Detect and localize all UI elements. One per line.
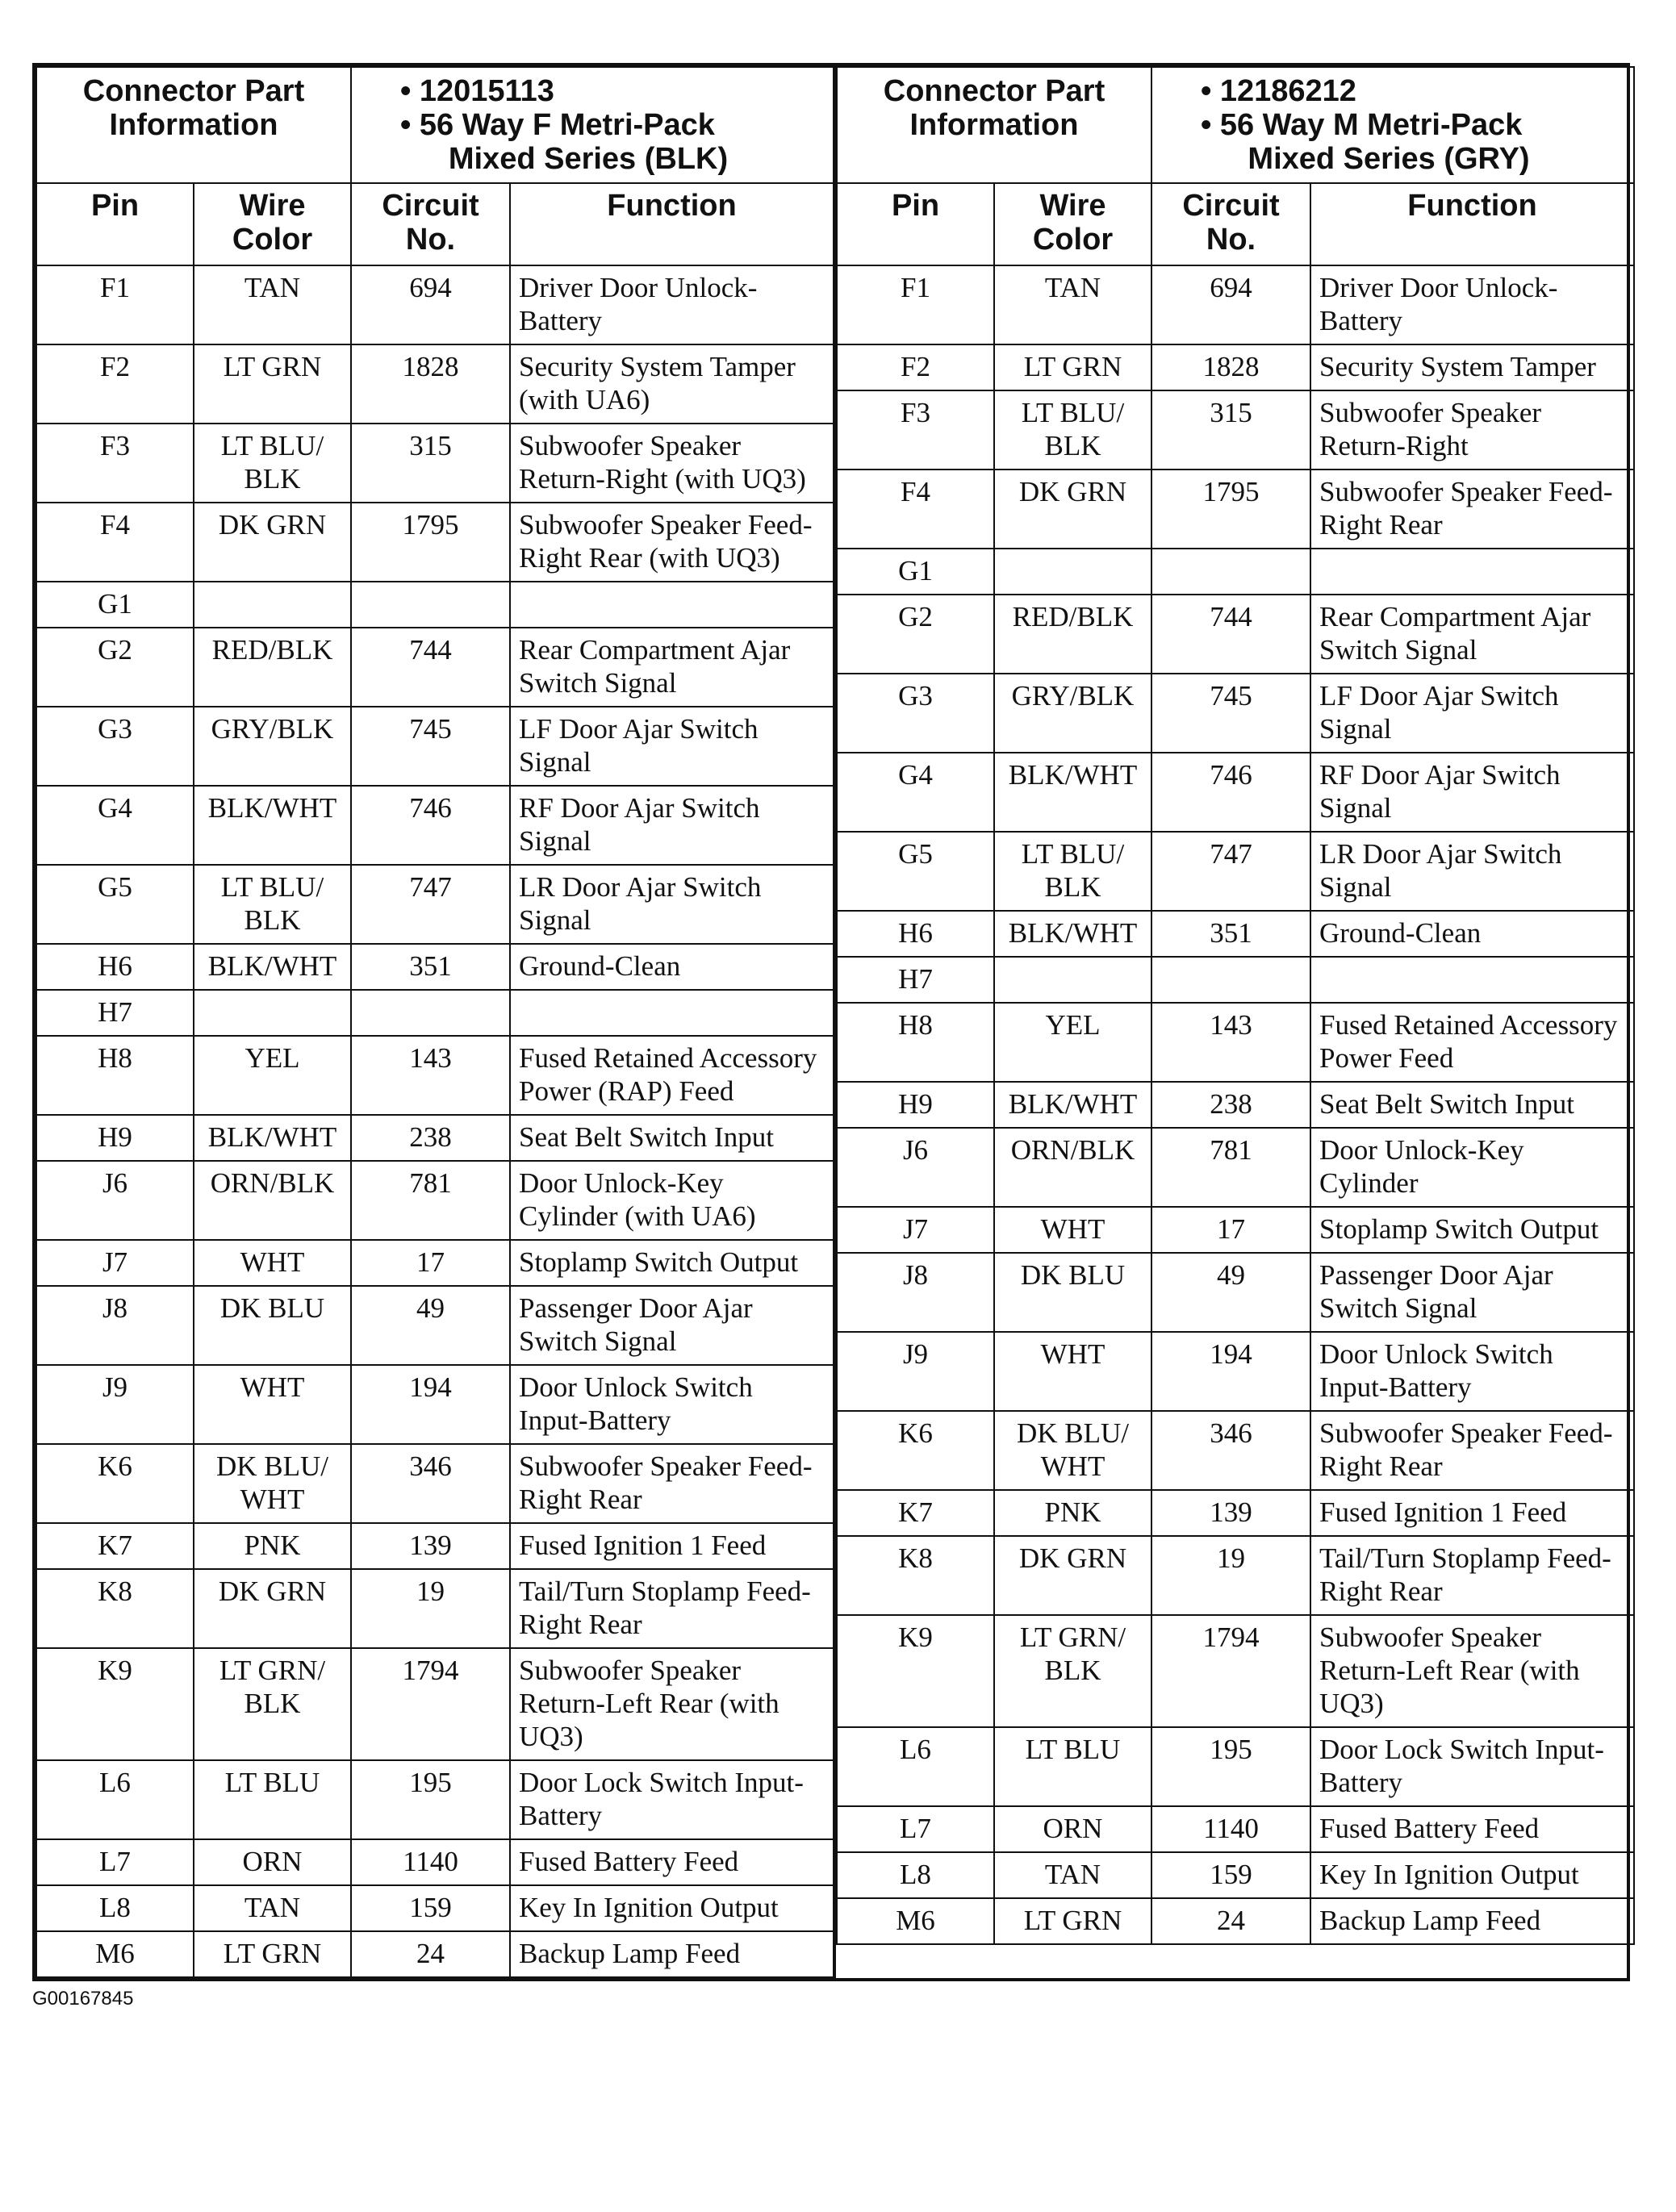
pin-cell: H7 bbox=[837, 957, 994, 1003]
wire-color-cell: BLK/WHT bbox=[194, 786, 351, 865]
wire-color-cell: LT BLU bbox=[994, 1727, 1151, 1806]
table-row bbox=[36, 990, 834, 1036]
function-cell: Fused Ignition 1 Feed bbox=[1310, 1490, 1634, 1536]
table-row bbox=[36, 1240, 834, 1286]
connector-type: • 56 Way F Metri-Pack bbox=[400, 108, 715, 142]
function-cell: RF Door Ajar Switch Signal bbox=[1310, 753, 1634, 832]
circuit-cell: 159 bbox=[351, 1885, 510, 1931]
table-row bbox=[837, 1852, 1634, 1898]
circuit-cell: 781 bbox=[1151, 1128, 1310, 1207]
table-row bbox=[36, 503, 834, 582]
connector-part-info bbox=[1151, 67, 1634, 183]
function-cell: Door Unlock-Key Cylinder (with UA6) bbox=[510, 1161, 834, 1240]
table-row bbox=[36, 1931, 834, 1977]
table-row bbox=[36, 1760, 834, 1839]
wire-color-cell: ORN/BLK bbox=[994, 1128, 1151, 1207]
col-wire-color-header: Wire Color bbox=[194, 183, 351, 265]
pin-cell: J6 bbox=[36, 1161, 194, 1240]
circuit-cell: 195 bbox=[351, 1760, 510, 1839]
pin-cell: H7 bbox=[36, 990, 194, 1036]
left-table-body bbox=[36, 265, 834, 1977]
wire-color-cell: BLK/WHT bbox=[194, 1115, 351, 1161]
table-row bbox=[36, 944, 834, 990]
wire-color-cell: DK BLU bbox=[994, 1253, 1151, 1332]
function-cell: Subwoofer Speaker Feed-Right Rear (with UQ3) bbox=[510, 503, 834, 582]
table-row bbox=[36, 1036, 834, 1115]
function-cell: Subwoofer Speaker Feed-Right Rear bbox=[1310, 470, 1634, 549]
pin-cell: F4 bbox=[36, 503, 194, 582]
wire-color-cell: DK BLU/ WHT bbox=[994, 1411, 1151, 1490]
wire-color-cell: LT BLU/ BLK bbox=[994, 390, 1151, 470]
connector-info-label: Connector Part Information bbox=[36, 67, 351, 183]
function-cell: Subwoofer Speaker Return-Left Rear (with UQ3) bbox=[1310, 1615, 1634, 1727]
table-row bbox=[36, 1648, 834, 1760]
circuit-cell: 143 bbox=[1151, 1003, 1310, 1082]
part-number: • 12186212 bbox=[1201, 74, 1356, 108]
wire-color-cell bbox=[194, 582, 351, 628]
connector-part-info bbox=[351, 67, 834, 183]
circuit-cell: 19 bbox=[1151, 1536, 1310, 1615]
connector-info-row bbox=[837, 67, 1634, 183]
function-cell bbox=[1310, 957, 1634, 1003]
wire-color-cell bbox=[994, 957, 1151, 1003]
table-row bbox=[36, 1161, 834, 1240]
circuit-cell: 1828 bbox=[1151, 344, 1310, 390]
pin-cell: L8 bbox=[36, 1885, 194, 1931]
wire-color-cell: RED/BLK bbox=[194, 628, 351, 707]
circuit-cell: 24 bbox=[1151, 1898, 1310, 1944]
function-cell: Fused Retained Accessory Power Feed bbox=[1310, 1003, 1634, 1082]
pin-cell: J7 bbox=[36, 1240, 194, 1286]
pin-cell: K9 bbox=[837, 1615, 994, 1727]
circuit-cell: 315 bbox=[351, 424, 510, 503]
circuit-cell: 744 bbox=[1151, 595, 1310, 674]
wire-color-cell: LT GRN bbox=[194, 344, 351, 424]
function-cell: Key In Ignition Output bbox=[1310, 1852, 1634, 1898]
function-cell: Door Unlock Switch Input-Battery bbox=[510, 1365, 834, 1444]
pin-cell: F4 bbox=[837, 470, 994, 549]
table-row bbox=[36, 1839, 834, 1885]
function-cell: RF Door Ajar Switch Signal bbox=[510, 786, 834, 865]
wire-color-cell: DK GRN bbox=[194, 1569, 351, 1648]
wire-color-cell bbox=[994, 549, 1151, 595]
table-row bbox=[837, 832, 1634, 911]
pin-cell: H6 bbox=[36, 944, 194, 990]
col-pin-header: Pin bbox=[36, 183, 194, 265]
circuit-cell: 194 bbox=[1151, 1332, 1310, 1411]
part-number: • 12015113 bbox=[400, 74, 554, 108]
circuit-cell: 1794 bbox=[351, 1648, 510, 1760]
pin-cell: J9 bbox=[837, 1332, 994, 1411]
pin-cell: J8 bbox=[837, 1253, 994, 1332]
circuit-cell: 19 bbox=[351, 1569, 510, 1648]
table-row bbox=[837, 1253, 1634, 1332]
function-cell: Passenger Door Ajar Switch Signal bbox=[510, 1286, 834, 1365]
col-wire-color-header: Wire Color bbox=[994, 183, 1151, 265]
col-pin-header: Pin bbox=[837, 183, 994, 265]
function-cell: Seat Belt Switch Input bbox=[510, 1115, 834, 1161]
table-row bbox=[36, 707, 834, 786]
connector-info-label: Connector Part Information bbox=[837, 67, 1151, 183]
wire-color-cell: DK BLU/ WHT bbox=[194, 1444, 351, 1523]
wire-color-cell: LT BLU/ BLK bbox=[994, 832, 1151, 911]
function-cell: Fused Battery Feed bbox=[1310, 1806, 1634, 1852]
wire-color-cell: TAN bbox=[194, 265, 351, 344]
table-row bbox=[36, 1115, 834, 1161]
function-cell: Key In Ignition Output bbox=[510, 1885, 834, 1931]
pin-cell: G2 bbox=[837, 595, 994, 674]
table-row bbox=[36, 344, 834, 424]
table-row bbox=[837, 1898, 1634, 1944]
table-row bbox=[837, 1207, 1634, 1253]
pin-cell: L6 bbox=[36, 1760, 194, 1839]
table-row bbox=[36, 1523, 834, 1569]
circuit-cell: 351 bbox=[351, 944, 510, 990]
function-cell: Door Lock Switch Input-Battery bbox=[1310, 1727, 1634, 1806]
wire-color-cell: WHT bbox=[194, 1240, 351, 1286]
pin-cell: F3 bbox=[36, 424, 194, 503]
function-cell: Door Unlock-Key Cylinder bbox=[1310, 1128, 1634, 1207]
circuit-cell: 1795 bbox=[351, 503, 510, 582]
pin-cell: L7 bbox=[36, 1839, 194, 1885]
wire-color-cell: WHT bbox=[194, 1365, 351, 1444]
wire-color-cell: DK BLU bbox=[194, 1286, 351, 1365]
pin-cell: H8 bbox=[36, 1036, 194, 1115]
circuit-cell: 49 bbox=[351, 1286, 510, 1365]
function-cell: Backup Lamp Feed bbox=[1310, 1898, 1634, 1944]
function-cell: Subwoofer Speaker Feed-Right Rear bbox=[510, 1444, 834, 1523]
wire-color-cell: PNK bbox=[194, 1523, 351, 1569]
circuit-cell: 746 bbox=[351, 786, 510, 865]
wire-color-cell: LT GRN bbox=[994, 344, 1151, 390]
connector-document bbox=[32, 63, 1630, 2010]
function-cell: Fused Ignition 1 Feed bbox=[510, 1523, 834, 1569]
table-row bbox=[837, 957, 1634, 1003]
circuit-cell: 143 bbox=[351, 1036, 510, 1115]
pin-cell: G4 bbox=[36, 786, 194, 865]
circuit-cell: 24 bbox=[351, 1931, 510, 1977]
wire-color-cell: LT GRN/ BLK bbox=[994, 1615, 1151, 1727]
pin-cell: H6 bbox=[837, 911, 994, 957]
table-row bbox=[36, 1444, 834, 1523]
column-header-row bbox=[837, 183, 1634, 265]
function-cell bbox=[1310, 549, 1634, 595]
circuit-cell: 49 bbox=[1151, 1253, 1310, 1332]
wire-color-cell: DK GRN bbox=[994, 1536, 1151, 1615]
circuit-cell: 745 bbox=[351, 707, 510, 786]
table-row bbox=[36, 1286, 834, 1365]
circuit-cell: 159 bbox=[1151, 1852, 1310, 1898]
table-row bbox=[837, 1615, 1634, 1727]
circuit-cell bbox=[1151, 549, 1310, 595]
wire-color-cell: GRY/BLK bbox=[194, 707, 351, 786]
function-cell: LR Door Ajar Switch Signal bbox=[510, 865, 834, 944]
table-row bbox=[36, 1569, 834, 1648]
circuit-cell: 744 bbox=[351, 628, 510, 707]
table-row bbox=[837, 1003, 1634, 1082]
circuit-cell: 351 bbox=[1151, 911, 1310, 957]
function-cell: Door Unlock Switch Input-Battery bbox=[1310, 1332, 1634, 1411]
pin-cell: H9 bbox=[837, 1082, 994, 1128]
table-row bbox=[36, 786, 834, 865]
circuit-cell: 17 bbox=[351, 1240, 510, 1286]
function-cell: Door Lock Switch Input-Battery bbox=[510, 1760, 834, 1839]
table-row bbox=[36, 1885, 834, 1931]
pin-cell: L8 bbox=[837, 1852, 994, 1898]
function-cell: Ground-Clean bbox=[1310, 911, 1634, 957]
two-connector-layout bbox=[32, 63, 1630, 1981]
connector-type: • 56 Way M Metri-Pack bbox=[1201, 108, 1523, 142]
table-row bbox=[36, 265, 834, 344]
pin-cell: G5 bbox=[837, 832, 994, 911]
connector-left-table bbox=[36, 66, 834, 1978]
circuit-cell: 1828 bbox=[351, 344, 510, 424]
function-cell: Rear Compartment Ajar Switch Signal bbox=[510, 628, 834, 707]
connector-right-section bbox=[833, 66, 1633, 1978]
circuit-cell: 747 bbox=[1151, 832, 1310, 911]
wire-color-cell: GRY/BLK bbox=[994, 674, 1151, 753]
table-row bbox=[837, 595, 1634, 674]
table-row bbox=[837, 470, 1634, 549]
circuit-cell: 694 bbox=[1151, 265, 1310, 344]
circuit-cell: 1140 bbox=[1151, 1806, 1310, 1852]
pin-cell: J6 bbox=[837, 1128, 994, 1207]
circuit-cell: 1795 bbox=[1151, 470, 1310, 549]
table-row bbox=[837, 911, 1634, 957]
pin-cell: H9 bbox=[36, 1115, 194, 1161]
circuit-cell: 745 bbox=[1151, 674, 1310, 753]
wire-color-cell: DK GRN bbox=[994, 470, 1151, 549]
figure-code: G00167845 bbox=[32, 1988, 134, 2010]
circuit-cell: 346 bbox=[1151, 1411, 1310, 1490]
circuit-cell: 238 bbox=[1151, 1082, 1310, 1128]
wire-color-cell: BLK/WHT bbox=[994, 753, 1151, 832]
function-cell: LF Door Ajar Switch Signal bbox=[1310, 674, 1634, 753]
pin-cell: J7 bbox=[837, 1207, 994, 1253]
wire-color-cell: YEL bbox=[994, 1003, 1151, 1082]
wire-color-cell: WHT bbox=[994, 1332, 1151, 1411]
pin-cell: F1 bbox=[837, 265, 994, 344]
wire-color-cell: BLK/WHT bbox=[994, 911, 1151, 957]
connector-left-section bbox=[36, 66, 833, 1978]
function-cell: Tail/Turn Stoplamp Feed-Right Rear bbox=[1310, 1536, 1634, 1615]
wire-color-cell: LT BLU bbox=[194, 1760, 351, 1839]
pin-cell: L7 bbox=[837, 1806, 994, 1852]
circuit-cell: 315 bbox=[1151, 390, 1310, 470]
pin-cell: G3 bbox=[36, 707, 194, 786]
table-row bbox=[837, 1490, 1634, 1536]
connector-right-table bbox=[836, 66, 1635, 1945]
function-cell: Fused Battery Feed bbox=[510, 1839, 834, 1885]
col-function-header: Function bbox=[510, 183, 834, 265]
pin-cell: M6 bbox=[36, 1931, 194, 1977]
function-cell: Passenger Door Ajar Switch Signal bbox=[1310, 1253, 1634, 1332]
pin-cell: G1 bbox=[837, 549, 994, 595]
pin-cell: K7 bbox=[36, 1523, 194, 1569]
table-row bbox=[36, 865, 834, 944]
pin-cell: K8 bbox=[837, 1536, 994, 1615]
circuit-cell: 346 bbox=[351, 1444, 510, 1523]
circuit-cell: 746 bbox=[1151, 753, 1310, 832]
wire-color-cell: TAN bbox=[194, 1885, 351, 1931]
pin-cell: L6 bbox=[837, 1727, 994, 1806]
pin-cell: G3 bbox=[837, 674, 994, 753]
circuit-cell: 194 bbox=[351, 1365, 510, 1444]
connector-info-row bbox=[36, 67, 834, 183]
pin-cell: K9 bbox=[36, 1648, 194, 1760]
connector-pinout-table bbox=[32, 63, 1630, 1981]
table-row bbox=[837, 1411, 1634, 1490]
function-cell: Subwoofer Speaker Return-Right bbox=[1310, 390, 1634, 470]
pin-cell: G4 bbox=[837, 753, 994, 832]
connector-series: Mixed Series (BLK) bbox=[448, 142, 729, 176]
table-row bbox=[36, 1365, 834, 1444]
wire-color-cell: BLK/WHT bbox=[194, 944, 351, 990]
function-cell: Security System Tamper bbox=[1310, 344, 1634, 390]
table-row bbox=[36, 424, 834, 503]
wire-color-cell: TAN bbox=[994, 265, 1151, 344]
function-cell: Backup Lamp Feed bbox=[510, 1931, 834, 1977]
pin-cell: F2 bbox=[837, 344, 994, 390]
circuit-cell: 139 bbox=[1151, 1490, 1310, 1536]
function-cell: Seat Belt Switch Input bbox=[1310, 1082, 1634, 1128]
right-table-body bbox=[837, 265, 1634, 1944]
table-row bbox=[837, 390, 1634, 470]
circuit-cell: 781 bbox=[351, 1161, 510, 1240]
wire-color-cell: DK GRN bbox=[194, 503, 351, 582]
circuit-cell bbox=[351, 990, 510, 1036]
circuit-cell bbox=[351, 582, 510, 628]
pin-cell: H8 bbox=[837, 1003, 994, 1082]
circuit-cell: 1140 bbox=[351, 1839, 510, 1885]
wire-color-cell: LT GRN bbox=[194, 1931, 351, 1977]
wire-color-cell bbox=[194, 990, 351, 1036]
pin-cell: J9 bbox=[36, 1365, 194, 1444]
wire-color-cell: ORN bbox=[194, 1839, 351, 1885]
pin-cell: M6 bbox=[837, 1898, 994, 1944]
table-row bbox=[837, 265, 1634, 344]
wire-color-cell: TAN bbox=[994, 1852, 1151, 1898]
table-row bbox=[36, 582, 834, 628]
col-circuit-header: Circuit No. bbox=[1151, 183, 1310, 265]
pin-cell: K6 bbox=[36, 1444, 194, 1523]
wire-color-cell: LT GRN bbox=[994, 1898, 1151, 1944]
function-cell: Fused Retained Accessory Power (RAP) Feed bbox=[510, 1036, 834, 1115]
wire-color-cell: WHT bbox=[994, 1207, 1151, 1253]
circuit-cell bbox=[1151, 957, 1310, 1003]
wire-color-cell: LT BLU/ BLK bbox=[194, 865, 351, 944]
table-row bbox=[837, 753, 1634, 832]
function-cell: Subwoofer Speaker Return-Left Rear (with UQ3) bbox=[510, 1648, 834, 1760]
pin-cell: J8 bbox=[36, 1286, 194, 1365]
circuit-cell: 1794 bbox=[1151, 1615, 1310, 1727]
function-cell: Tail/Turn Stoplamp Feed-Right Rear bbox=[510, 1569, 834, 1648]
circuit-cell: 139 bbox=[351, 1523, 510, 1569]
connector-series: Mixed Series (GRY) bbox=[1248, 142, 1530, 176]
table-row bbox=[837, 1332, 1634, 1411]
circuit-cell: 747 bbox=[351, 865, 510, 944]
table-row bbox=[837, 674, 1634, 753]
wire-color-cell: ORN bbox=[994, 1806, 1151, 1852]
function-cell: Security System Tamper (with UA6) bbox=[510, 344, 834, 424]
col-function-header: Function bbox=[1310, 183, 1634, 265]
wire-color-cell: LT GRN/ BLK bbox=[194, 1648, 351, 1760]
pin-cell: K7 bbox=[837, 1490, 994, 1536]
function-cell: Driver Door Unlock-Battery bbox=[1310, 265, 1634, 344]
pin-cell: F2 bbox=[36, 344, 194, 424]
pin-cell: G5 bbox=[36, 865, 194, 944]
circuit-cell: 17 bbox=[1151, 1207, 1310, 1253]
function-cell: LF Door Ajar Switch Signal bbox=[510, 707, 834, 786]
function-cell: Driver Door Unlock-Battery bbox=[510, 265, 834, 344]
wire-color-cell: YEL bbox=[194, 1036, 351, 1115]
pin-cell: F1 bbox=[36, 265, 194, 344]
wire-color-cell: ORN/BLK bbox=[194, 1161, 351, 1240]
wire-color-cell: PNK bbox=[994, 1490, 1151, 1536]
circuit-cell: 195 bbox=[1151, 1727, 1310, 1806]
pin-cell: F3 bbox=[837, 390, 994, 470]
wire-color-cell: RED/BLK bbox=[994, 595, 1151, 674]
pin-cell: K8 bbox=[36, 1569, 194, 1648]
table-row bbox=[837, 1727, 1634, 1806]
table-row bbox=[837, 1128, 1634, 1207]
table-row bbox=[837, 1536, 1634, 1615]
circuit-cell: 694 bbox=[351, 265, 510, 344]
function-cell bbox=[510, 990, 834, 1036]
column-header-row bbox=[36, 183, 834, 265]
table-row bbox=[837, 1806, 1634, 1852]
col-circuit-header: Circuit No. bbox=[351, 183, 510, 265]
function-cell: Stoplamp Switch Output bbox=[1310, 1207, 1634, 1253]
table-row bbox=[837, 344, 1634, 390]
function-cell bbox=[510, 582, 834, 628]
function-cell: Subwoofer Speaker Return-Right (with UQ3) bbox=[510, 424, 834, 503]
function-cell: Subwoofer Speaker Feed-Right Rear bbox=[1310, 1411, 1634, 1490]
function-cell: Stoplamp Switch Output bbox=[510, 1240, 834, 1286]
pin-cell: K6 bbox=[837, 1411, 994, 1490]
function-cell: LR Door Ajar Switch Signal bbox=[1310, 832, 1634, 911]
pin-cell: G1 bbox=[36, 582, 194, 628]
table-row bbox=[837, 1082, 1634, 1128]
pin-cell: G2 bbox=[36, 628, 194, 707]
wire-color-cell: LT BLU/ BLK bbox=[194, 424, 351, 503]
wire-color-cell: BLK/WHT bbox=[994, 1082, 1151, 1128]
table-row bbox=[36, 628, 834, 707]
circuit-cell: 238 bbox=[351, 1115, 510, 1161]
function-cell: Rear Compartment Ajar Switch Signal bbox=[1310, 595, 1634, 674]
function-cell: Ground-Clean bbox=[510, 944, 834, 990]
table-row bbox=[837, 549, 1634, 595]
